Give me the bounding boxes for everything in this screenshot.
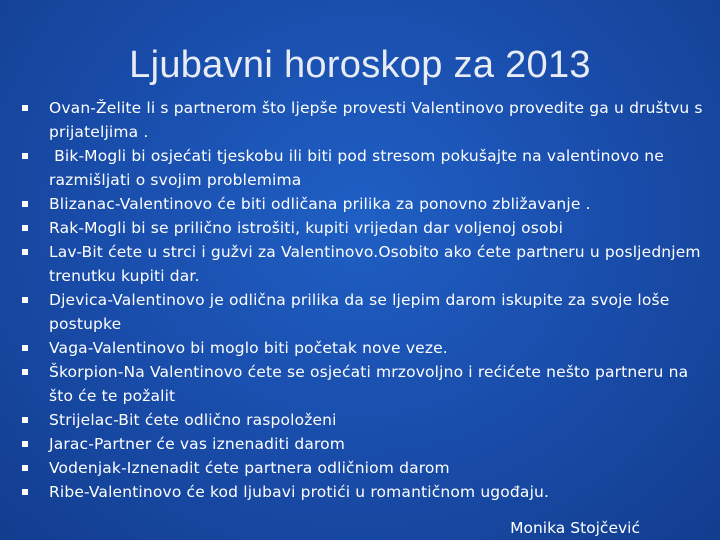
list-item [22, 456, 716, 480]
item-text: Bik-Mogli bi osjećati tjeskobu ili biti pod stresom pokušajte na valentinovo ne razmišljati o svojim problemima [49, 147, 670, 189]
list-item [22, 480, 716, 504]
bullet-icon [22, 153, 28, 159]
horoscope-list [22, 96, 716, 504]
bullet-icon [22, 105, 28, 111]
item-text: Lav-Bit ćete u strci i gužvi za Valentinovo.Osobito ako ćete partneru u posljednjem trenutku kupiti dar. [49, 243, 701, 285]
slide-title: Ljubavni horoskop za 2013 [129, 44, 591, 86]
list-item [22, 408, 716, 432]
list-item [22, 240, 716, 288]
item-text: Ovan-Želite li s partnerom što ljepše provesti Valentinovo provedite ga u društvu s prijateljima . [49, 99, 703, 141]
bullet-icon [22, 489, 28, 495]
list-item [22, 96, 716, 144]
item-text: Rak-Mogli bi se prilično istrošiti, kupiti vrijedan dar voljenoj osobi [49, 219, 564, 237]
bullet-icon [22, 249, 28, 255]
item-text: Djevica-Valentinovo je odlična prilika da se ljepim darom iskupite za svoje loše postupke [49, 291, 670, 333]
bullet-icon [22, 441, 28, 447]
list-item [22, 216, 716, 240]
item-text: Ribe-Valentinovo će kod ljubavi protići u romantičnom ugođaju. [49, 483, 550, 501]
bullet-icon [22, 201, 28, 207]
list-item [22, 288, 716, 336]
list-item [22, 144, 716, 192]
bullet-icon [22, 345, 28, 351]
bullet-icon [22, 417, 28, 423]
list-item [22, 192, 716, 216]
list-item [22, 360, 716, 408]
item-text: Vaga-Valentinovo bi moglo biti početak nove veze. [49, 339, 448, 357]
bullet-icon [22, 297, 28, 303]
item-text: Strijelac-Bit ćete odlično raspoloženi [49, 411, 337, 429]
author-signature: Monika Stojčević [510, 519, 640, 537]
item-text: Blizanac-Valentinovo će biti odličana prilika za ponovno zbližavanje . [49, 195, 591, 213]
item-text: Vodenjak-Iznenadit ćete partnera odličniom darom [49, 459, 450, 477]
bullet-icon [22, 225, 28, 231]
item-text: Škorpion-Na Valentinovo ćete se osjećati mrzovoljno i rećićete nešto partneru na što će te požalit [49, 363, 689, 405]
bullet-icon [22, 369, 28, 375]
bullet-icon [22, 465, 28, 471]
list-item [22, 432, 716, 456]
list-item [22, 336, 716, 360]
item-text: Jarac-Partner će vas iznenaditi darom [49, 435, 346, 453]
